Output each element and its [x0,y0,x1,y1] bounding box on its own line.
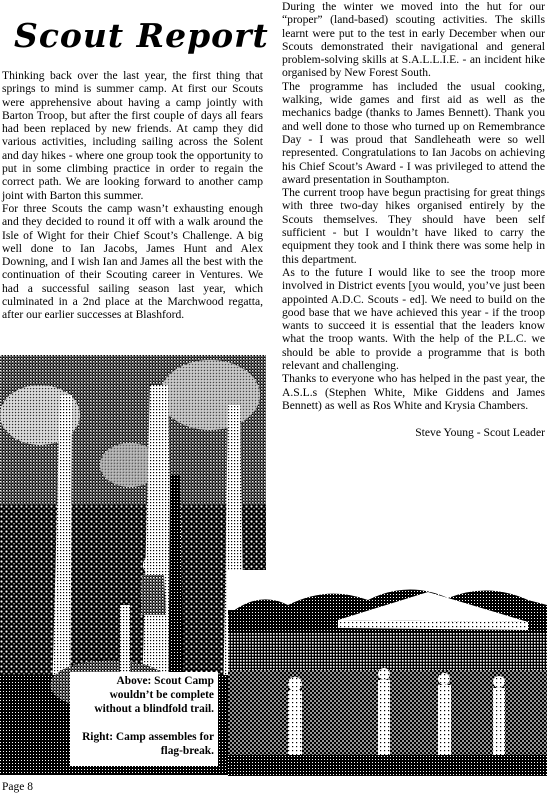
paragraph: As to the future I would like to see the troop more involved in District events [you would, you’ve just been appointed A.D.C. Scouts - ed]. We need to build on the good base that we have achieved this year - if the troop wants to succeed it is essential that the leaders know what the troop wants. With the help of the P.L.C. we should be able to provide a programme that is both relevant and challenging. [282,265,545,373]
page-title: Scout Report [14,16,269,55]
page-number: Page 8 [2,781,33,793]
paragraph: During the winter we moved into the hut for our “proper” (land-based) scouting activities. The skills learnt were put to the test in early December when our Scouts demonstrated their navigational and general problem-solving skills at S.A.L.L.I.E. - an incident hike organised by New Forest South. [282,0,545,80]
paragraph: The programme has included the usual cooking, walking, wide games and first aid as well as the mechanics badge (thanks to James Bennett). Thank you and well done to those who turned up on Remembrance Day - I was proud that Sandleheath were so well represented. Congratulations to Ian Jacobs on achieving his Chief Scout’s Award - I was privileged to attend the award presentation in Southampton. [282,79,545,186]
paragraph: Thinking back over the last year, the first thing that springs to mind is summer camp. At first our Scouts were apprehensive about having a camp jointly with Barton Troop, but after the first couple of days all fears had been replaced by new friends. At camp they did various activities, including sailing across the Solent and day hikes - where one group took the opportunity to put in some climbing practice in order to regain the correct path. We are looking forward to another camp joint with Barton this summer. [2,69,263,202]
caption-above: Above: Scout Camp wouldn’t be complete without a blindfold trail. [94,675,214,715]
caption-right: Right: Camp assembles for flag-break. [82,731,214,757]
photo-captions [70,672,218,766]
paragraph: Thanks to everyone who has helped in the past year, the A.S.L.s (Stephen White, Mike Giddens and James Bennett) as well as Ros White and Krysia Chambers. [282,372,545,412]
left-column [2,69,263,322]
camp-photo [228,570,547,776]
right-column [282,0,545,440]
paragraph: The current troop have begun practising for great things with three two-day hikes organised entirely by the Scouts themselves. They should have been self sufficient - but I wouldn’t have liked to carry the equipment they took and I think there was some help in this department. [282,186,545,266]
paragraph: For three Scouts the camp wasn’t exhausting enough and they decided to round it off with a walk around the Isle of Wight for their Chief Scout’s Challenge. A big well done to Ian Jacobs, James Hunt and Alex Downing, and I wish Ian and James all the best with the continuation of their Scouting career in Ventures. We had a successful sailing season last year, which culminated in a 2nd place at the Marchwood regatta, after our earlier successes at Blashford. [2,201,263,322]
signature: Steve Young - Scout Leader [415,426,545,440]
